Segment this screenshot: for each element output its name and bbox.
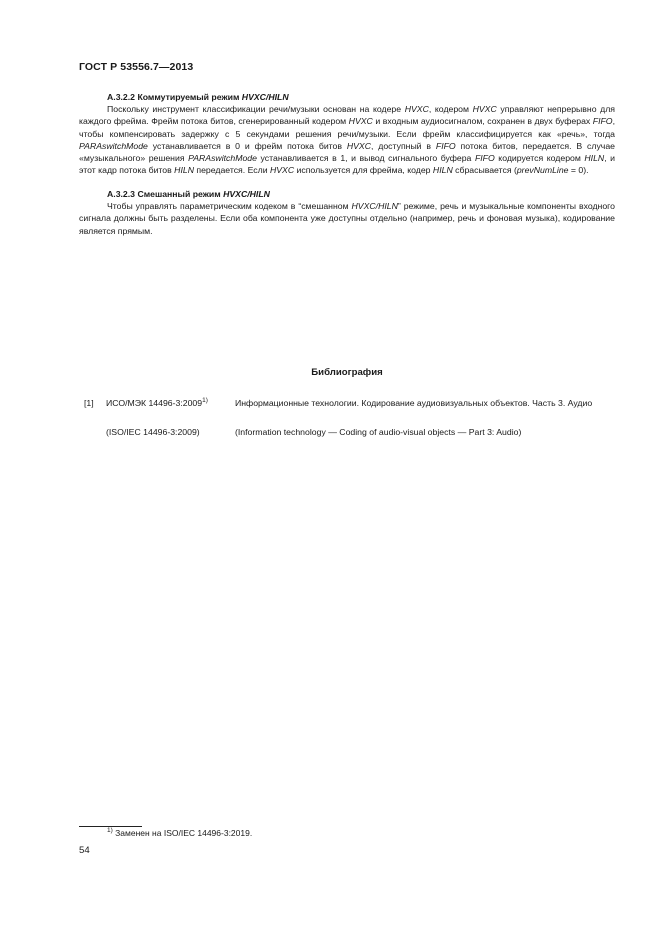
section-a322: [79, 91, 615, 176]
section-heading: [79, 188, 615, 200]
document-header: ГОСТ Р 53556.7—2013: [79, 61, 194, 73]
entry-standard: (ISO/IEC 14496-3:2009): [106, 427, 200, 437]
section-a323: [79, 188, 615, 237]
page-number: 54: [79, 845, 90, 856]
section-title: Смешанный режим: [137, 189, 224, 199]
section-heading: [79, 91, 615, 103]
section-title: Коммутируемый режим: [137, 92, 242, 102]
entry-description: Информационные технологии. Кодирование аудиовизуальных объектов. Часть 3. Аудио: [235, 398, 593, 408]
bibliography-title: Библиография: [311, 367, 383, 378]
section-title-mode: HVXC/HILN: [223, 189, 270, 199]
entry-standard: ИСО/МЭК 14496-3:2009$^{1)}$: [106, 397, 208, 408]
section-number: А.3.2.2: [107, 92, 138, 102]
footnote: [107, 828, 252, 838]
section-title-mode: HVXC/HILN: [241, 92, 289, 102]
entry-description: (Information technology — Coding of audio-visual objects — Part 3: Audio): [235, 427, 522, 437]
entry-number: [1]: [84, 398, 94, 408]
footnote-marker: 1): [202, 397, 208, 405]
section-number: А.3.2.3: [107, 189, 138, 199]
footnote-mark: 1): [107, 827, 113, 835]
footnote-text: Заменен на ISO/IEC 14496-3:2019.: [112, 828, 253, 838]
section-paragraph: Чтобы управлять параметрическим кодеком в “смешанном HVXC/HILN” режиме, речь и музыкальные компоненты входного сигнала должны быть разделены. Если оба компонента уже доступны отдельно (например, речь и фоновая музыка), кодирование является прямым.: [79, 201, 615, 236]
section-paragraph: Поскольку инструмент классификации речи/музыки основан на кодере HVXC, кодером HVXC управляют непрерывно для каждого фрейма. Фрейм потока битов, сгенерированный кодером HVXC и входным аудиосигналом, сохранен в двух буферах FIFO, чтобы компенсировать задержку с 5 секундами решения речи/музыки. Если фрейм классифицируется как «речь», тогда PARAswitchMode устанавливается в 0 и фрейм потока битов HVXC, доступный в FIFO потока битов, передается. В случае «музыкального» решения PARAswitchMode устанавливается в 1, и вывод сигнального буфера FIFO кодируется кодером HILN, и этот кадр потока битов HILN передается. Если HVXC используется для фрейма, кодер HILN сбрасывается (prevNumLine = 0).: [79, 104, 616, 176]
